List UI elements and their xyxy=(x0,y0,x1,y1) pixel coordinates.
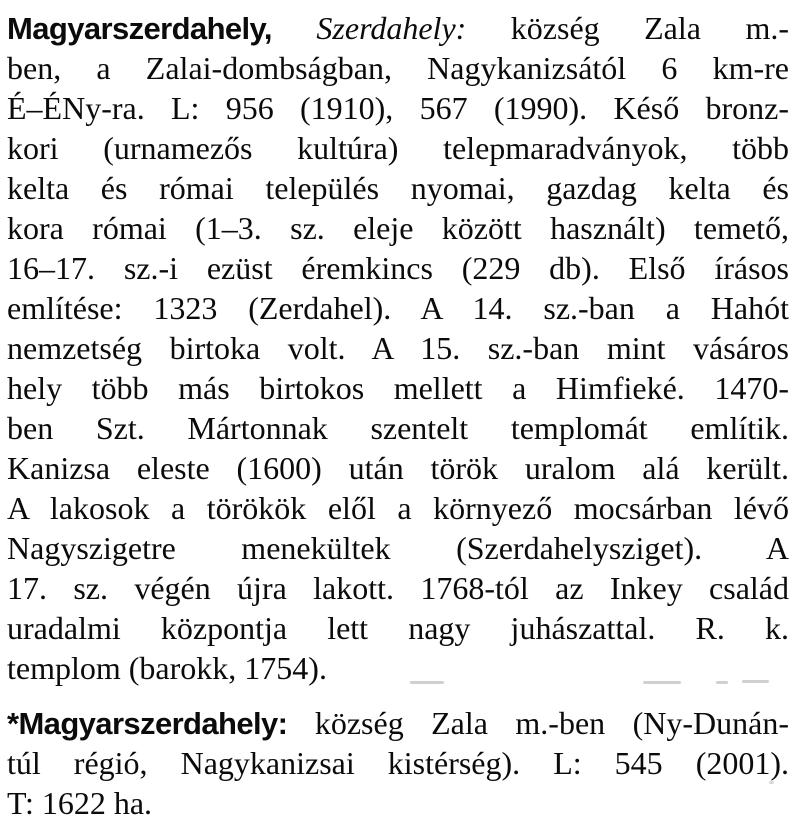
scan-artifact-dash xyxy=(716,681,728,684)
text-line xyxy=(7,703,789,743)
entries-container xyxy=(7,8,789,823)
body-text: község Zala m.- xyxy=(466,10,790,46)
body-text: túl régió, Nagykanizsai kistérség). L: 545 (2001). xyxy=(7,745,789,781)
body-text: hely több más birtokos mellett a Himfieké. 1470- xyxy=(7,370,789,406)
body-text: nemzetség birtoka volt. A 15. sz.-ban mint vásáros xyxy=(7,330,789,366)
scan-artifact-speck xyxy=(769,781,774,784)
text-line xyxy=(7,168,789,208)
text-line xyxy=(7,488,789,528)
text-line xyxy=(7,8,789,48)
text-line xyxy=(7,288,789,328)
text-line xyxy=(7,568,789,608)
text-line xyxy=(7,743,789,783)
body-text: község Zala m.-ben (Ny-Dunán- xyxy=(287,705,789,741)
text-line xyxy=(7,528,789,568)
text-line xyxy=(7,128,789,168)
lexicon-page-body xyxy=(7,8,789,823)
body-text: templom (barokk, 1754). xyxy=(7,650,327,686)
body-text: kelta és római település nyomai, gazdag kelta és xyxy=(7,170,789,206)
scan-artifact-dash xyxy=(742,680,769,683)
text-line xyxy=(7,208,789,248)
body-text: É–ÉNy-ra. L: 956 (1910), 567 (1990). Késő bronz- xyxy=(7,90,789,126)
text-line xyxy=(7,328,789,368)
entry-magyarszerdahely-2001 xyxy=(7,703,789,823)
body-text: ben Szt. Mártonnak szentelt templomát említik. xyxy=(7,410,789,446)
body-text: A lakosok a törökök elől a környező mocsárban lévő xyxy=(7,490,789,526)
body-text: 16–17. sz.-i ezüst éremkincs (229 db). Első írásos xyxy=(7,250,789,286)
text-line xyxy=(7,448,789,488)
text-line xyxy=(7,368,789,408)
body-text: Nagyszigetre menekültek (Szerdahelysziget). A xyxy=(7,530,789,566)
scan-artifact-dash xyxy=(410,681,444,684)
text-line xyxy=(7,608,789,648)
body-text xyxy=(272,10,317,46)
body-text: kora római (1–3. sz. eleje között használt) temető, xyxy=(7,210,789,246)
body-text: említése: 1323 (Zerdahel). A 14. sz.-ban a Hahót xyxy=(7,290,789,326)
body-text: ben, a Zalai-dombságban, Nagykanizsától 6 km-re xyxy=(7,50,789,86)
body-text: kori (urnamezős kultúra) telepmaradványok, több xyxy=(7,130,789,166)
text-line xyxy=(7,408,789,448)
body-text: T: 1622 ha. xyxy=(7,785,153,821)
body-text: 17. sz. végén újra lakott. 1768-tól az Inkey család xyxy=(7,570,789,606)
text-line xyxy=(7,783,789,823)
text-line xyxy=(7,88,789,128)
entry-headword: Magyarszerdahely, xyxy=(7,11,272,46)
entry-headword: *Magyarszerdahely: xyxy=(7,706,288,741)
body-text: Kanizsa eleste (1600) után török uralom alá került. xyxy=(7,450,789,486)
scan-artifact-dash xyxy=(643,681,681,684)
entry-magyarszerdahely xyxy=(7,8,789,688)
text-line xyxy=(7,248,789,288)
body-text: uradalmi központja lett nagy juhászattal. R. k. xyxy=(7,610,789,646)
entry-variant-name: Szerdahely: xyxy=(316,10,467,46)
text-line xyxy=(7,48,789,88)
